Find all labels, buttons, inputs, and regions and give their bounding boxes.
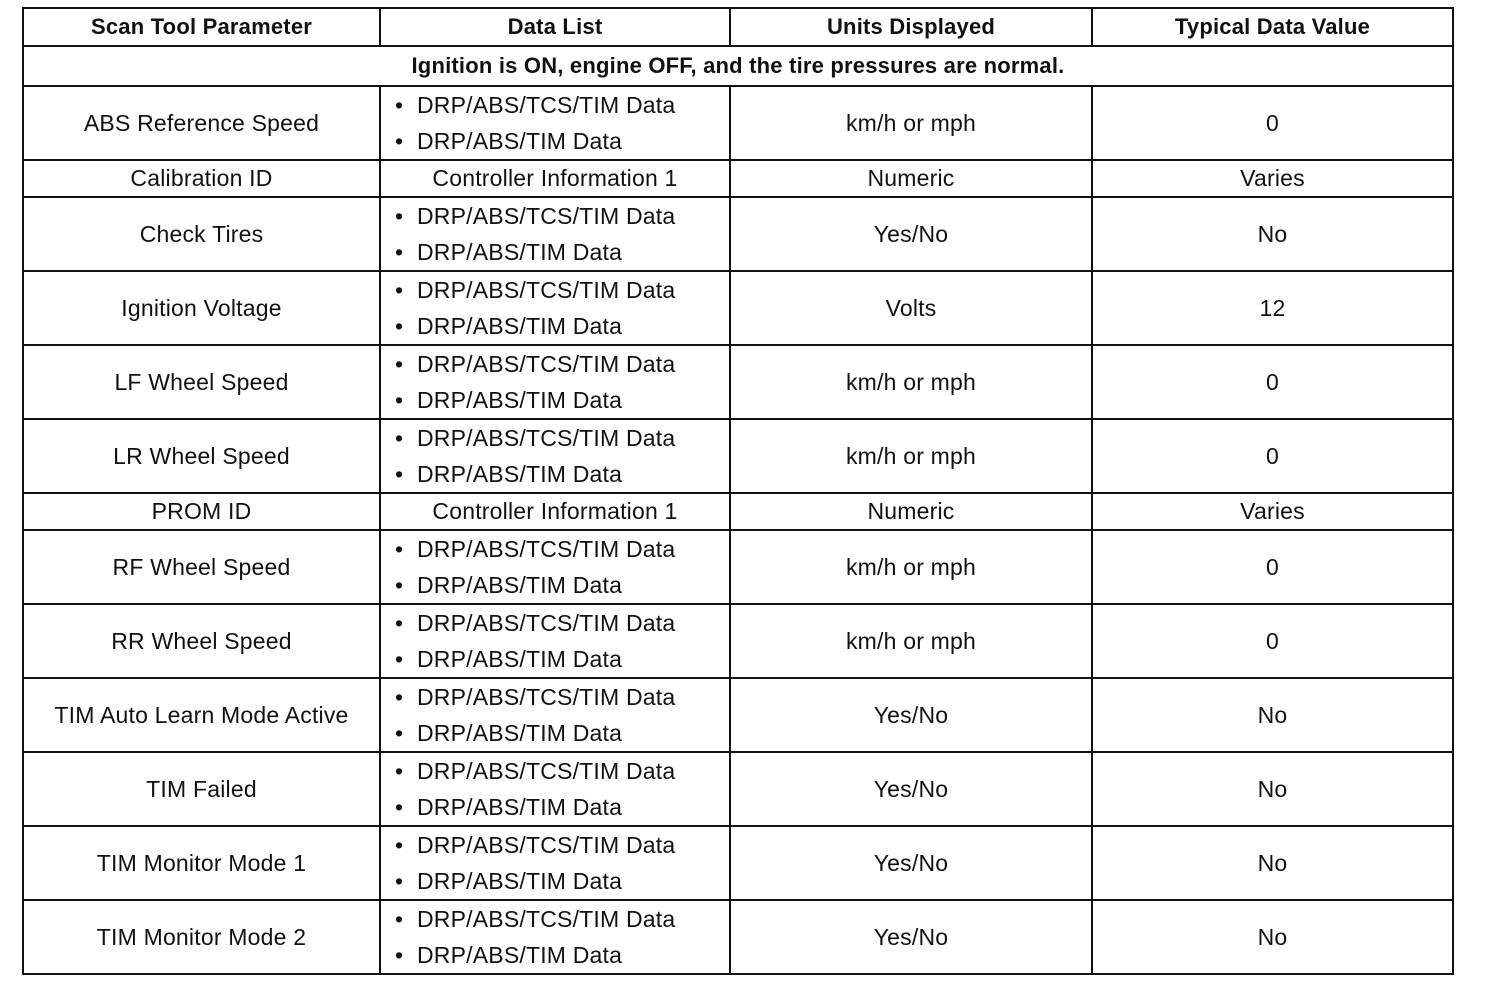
units-cell: km/h or mph	[730, 419, 1092, 493]
header-typical-data-value: Typical Data Value	[1092, 8, 1453, 46]
data-list-bullets	[385, 272, 725, 344]
data-list-bullets	[385, 753, 725, 825]
typical-value-cell: 12	[1092, 271, 1453, 345]
data-list-cell	[380, 86, 730, 160]
data-list-cell	[380, 271, 730, 345]
header-data-list: Data List	[380, 8, 730, 46]
units-cell: km/h or mph	[730, 604, 1092, 678]
parameter-cell: TIM Monitor Mode 2	[23, 900, 380, 974]
parameter-cell: RF Wheel Speed	[23, 530, 380, 604]
data-list-bullets	[385, 198, 725, 270]
data-list-bullets	[385, 420, 725, 492]
table-row	[23, 826, 1453, 900]
data-list-cell	[380, 900, 730, 974]
header-scan-tool-parameter: Scan Tool Parameter	[23, 8, 380, 46]
data-list-item: • DRP/ABS/TCS/TIM Data	[417, 679, 725, 715]
data-list-cell	[380, 678, 730, 752]
parameter-cell: RR Wheel Speed	[23, 604, 380, 678]
table-row	[23, 86, 1453, 160]
data-list-cell: Controller Information 1	[380, 160, 730, 197]
parameter-cell: TIM Monitor Mode 1	[23, 826, 380, 900]
data-list-item: • DRP/ABS/TCS/TIM Data	[417, 420, 725, 456]
data-list-bullets	[385, 87, 725, 159]
units-cell: Yes/No	[730, 678, 1092, 752]
table-row	[23, 493, 1453, 530]
data-list-bullets	[385, 346, 725, 418]
data-list-cell: Controller Information 1	[380, 493, 730, 530]
parameter-cell: Calibration ID	[23, 160, 380, 197]
table-row	[23, 419, 1453, 493]
data-list-item: • DRP/ABS/TIM Data	[417, 937, 725, 973]
table-row	[23, 530, 1453, 604]
data-list-bullets	[385, 531, 725, 603]
table-row	[23, 271, 1453, 345]
typical-value-cell: 0	[1092, 604, 1453, 678]
parameter-cell: Ignition Voltage	[23, 271, 380, 345]
units-cell: Yes/No	[730, 900, 1092, 974]
units-cell: km/h or mph	[730, 345, 1092, 419]
data-list-cell	[380, 752, 730, 826]
typical-value-cell: Varies	[1092, 160, 1453, 197]
condition-row	[23, 46, 1453, 86]
data-list-cell	[380, 197, 730, 271]
table-row	[23, 604, 1453, 678]
scan-tool-data-table	[22, 7, 1454, 975]
header-units-displayed: Units Displayed	[730, 8, 1092, 46]
data-list-item: • DRP/ABS/TCS/TIM Data	[417, 346, 725, 382]
data-list-cell	[380, 419, 730, 493]
data-list-bullets	[385, 679, 725, 751]
table-row	[23, 160, 1453, 197]
data-list-item: • DRP/ABS/TIM Data	[417, 863, 725, 899]
data-list-item: • DRP/ABS/TIM Data	[417, 567, 725, 603]
data-list-bullets	[385, 901, 725, 973]
parameter-cell: TIM Failed	[23, 752, 380, 826]
data-list-item: • DRP/ABS/TCS/TIM Data	[417, 827, 725, 863]
test-condition-note: Ignition is ON, engine OFF, and the tire pressures are normal.	[23, 46, 1453, 86]
typical-value-cell: No	[1092, 826, 1453, 900]
data-list-item: • DRP/ABS/TIM Data	[417, 234, 725, 270]
data-list-cell	[380, 604, 730, 678]
data-list-item: • DRP/ABS/TIM Data	[417, 382, 725, 418]
table-row	[23, 345, 1453, 419]
data-list-item: • DRP/ABS/TCS/TIM Data	[417, 753, 725, 789]
data-list-item: • DRP/ABS/TCS/TIM Data	[417, 901, 725, 937]
data-list-cell	[380, 530, 730, 604]
table-row	[23, 678, 1453, 752]
parameter-cell: Check Tires	[23, 197, 380, 271]
typical-value-cell: 0	[1092, 345, 1453, 419]
units-cell: Volts	[730, 271, 1092, 345]
data-list-item: • DRP/ABS/TIM Data	[417, 308, 725, 344]
data-list-item: • DRP/ABS/TCS/TIM Data	[417, 531, 725, 567]
data-list-cell	[380, 345, 730, 419]
typical-value-cell: 0	[1092, 419, 1453, 493]
header-row	[23, 8, 1453, 46]
table-row	[23, 197, 1453, 271]
parameter-cell: TIM Auto Learn Mode Active	[23, 678, 380, 752]
units-cell: Numeric	[730, 493, 1092, 530]
parameter-cell: LR Wheel Speed	[23, 419, 380, 493]
typical-value-cell: Varies	[1092, 493, 1453, 530]
data-list-cell	[380, 826, 730, 900]
data-list-bullets	[385, 605, 725, 677]
typical-value-cell: No	[1092, 678, 1453, 752]
data-list-item: • DRP/ABS/TIM Data	[417, 456, 725, 492]
typical-value-cell: No	[1092, 197, 1453, 271]
data-list-item: • DRP/ABS/TCS/TIM Data	[417, 198, 725, 234]
table-row	[23, 900, 1453, 974]
data-list-item: • DRP/ABS/TIM Data	[417, 715, 725, 751]
parameter-cell: PROM ID	[23, 493, 380, 530]
typical-value-cell: No	[1092, 752, 1453, 826]
units-cell: Numeric	[730, 160, 1092, 197]
typical-value-cell: No	[1092, 900, 1453, 974]
typical-value-cell: 0	[1092, 86, 1453, 160]
units-cell: Yes/No	[730, 826, 1092, 900]
data-list-bullets	[385, 827, 725, 899]
data-list-item: • DRP/ABS/TIM Data	[417, 641, 725, 677]
data-list-item: • DRP/ABS/TCS/TIM Data	[417, 605, 725, 641]
data-list-item: • DRP/ABS/TCS/TIM Data	[417, 272, 725, 308]
data-list-item: • DRP/ABS/TIM Data	[417, 789, 725, 825]
parameter-cell: LF Wheel Speed	[23, 345, 380, 419]
data-list-item: • DRP/ABS/TCS/TIM Data	[417, 87, 725, 123]
parameter-cell: ABS Reference Speed	[23, 86, 380, 160]
typical-value-cell: 0	[1092, 530, 1453, 604]
data-list-item: • DRP/ABS/TIM Data	[417, 123, 725, 159]
units-cell: Yes/No	[730, 752, 1092, 826]
units-cell: km/h or mph	[730, 530, 1092, 604]
table-row	[23, 752, 1453, 826]
units-cell: km/h or mph	[730, 86, 1092, 160]
units-cell: Yes/No	[730, 197, 1092, 271]
